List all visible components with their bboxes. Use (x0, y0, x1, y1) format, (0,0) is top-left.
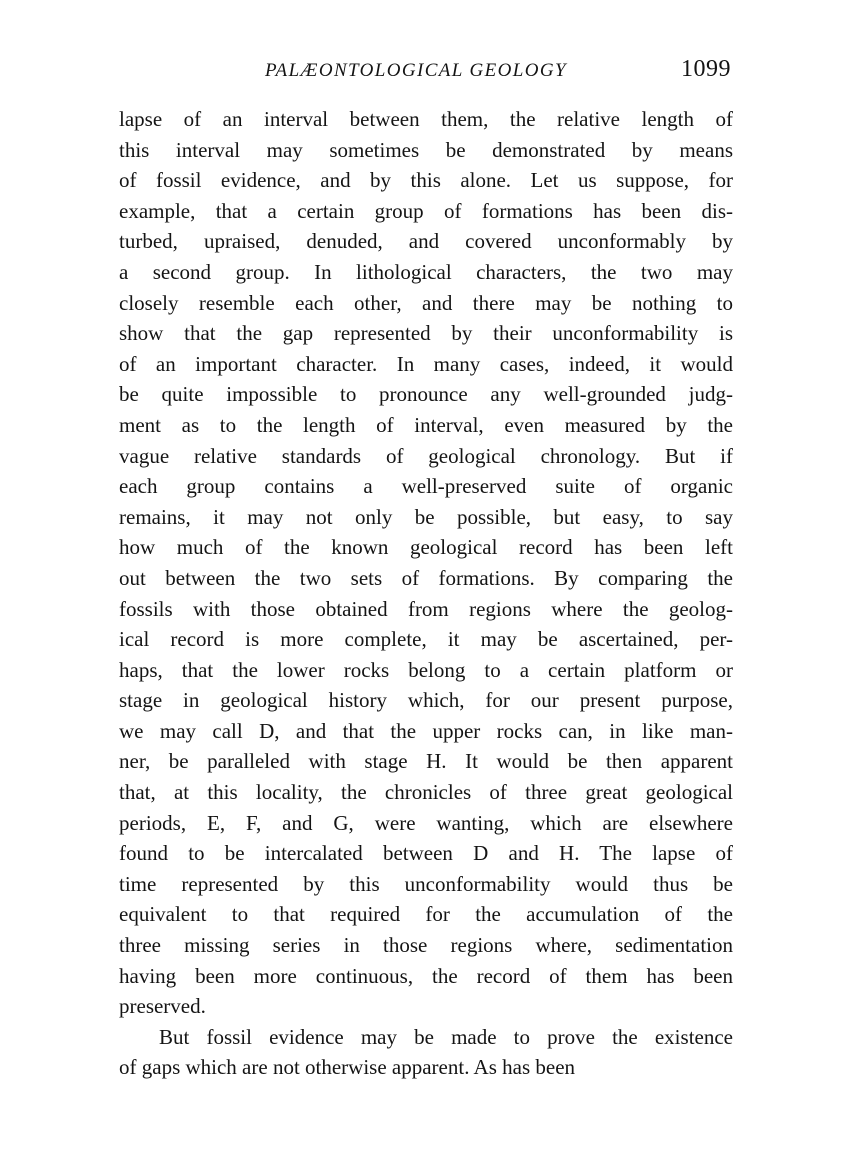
text-line: found to be intercalated between D and H. The lapse of (119, 841, 733, 866)
body-text (119, 104, 733, 1083)
text-line: lapse of an interval between them, the relative length of (119, 107, 733, 131)
text-line: each group contains a well-preserved suite of organic (119, 474, 733, 499)
text-line: equivalent to that required for the accumulation of the (119, 902, 733, 927)
text-line: out between the two sets of formations. By comparing the (119, 565, 733, 590)
text-line: preserved. (119, 994, 206, 1019)
text-line: this interval may sometimes be demonstrated by means (119, 137, 733, 162)
paragraph (119, 104, 733, 1022)
text-line: But fossil evidence may be made to prove the existence (159, 1024, 733, 1049)
text-line: fossils with those obtained from regions where the geolog- (119, 596, 733, 621)
paragraph (119, 1022, 733, 1083)
text-line: stage in geological history which, for our present purpose, (119, 688, 733, 713)
text-line: show that the gap represented by their unconformability is (119, 321, 733, 346)
text-line: we may call D, and that the upper rocks can, in like man- (119, 718, 733, 743)
text-line: periods, E, F, and G, were wanting, which are elsewhere (119, 810, 733, 835)
text-line: example, that a certain group of formations has been dis- (119, 198, 733, 223)
text-line: turbed, upraised, denuded, and covered unconformably by (119, 229, 733, 254)
text-line: ical record is more complete, it may be ascertained, per- (119, 627, 733, 652)
page-number: 1099 (681, 56, 731, 82)
text-line: vague relative standards of geological chronology. But if (119, 443, 733, 468)
text-line: ner, be paralleled with stage H. It would be then apparent (119, 749, 733, 774)
text-line: remains, it may not only be possible, but easy, to say (119, 504, 733, 529)
text-line: three missing series in those regions where, sedimentation (119, 933, 733, 958)
text-line: be quite impossible to pronounce any well-grounded judg- (119, 382, 733, 407)
text-line: time represented by this unconformability would thus be (119, 871, 733, 896)
text-line: of gaps which are not otherwise apparent. As has been (119, 1055, 576, 1080)
text-line: of an important character. In many cases, indeed, it would (119, 351, 733, 376)
text-line: a second group. In lithological characters, the two may (119, 259, 733, 284)
running-head (119, 56, 733, 86)
text-line: haps, that the lower rocks belong to a certain platform or (119, 657, 733, 682)
running-title: PALÆONTOLOGICAL GEOLOGY (265, 60, 567, 81)
text-line: ment as to the length of interval, even measured by the (119, 412, 733, 437)
text-line: closely resemble each other, and there may be nothing to (119, 290, 733, 315)
text-line: that, at this locality, the chronicles of three great geological (119, 780, 733, 805)
text-line: of fossil evidence, and by this alone. Let us suppose, for (119, 168, 733, 193)
text-line: how much of the known geological record has been left (119, 535, 733, 560)
text-line: having been more continuous, the record of them has been (119, 963, 733, 988)
